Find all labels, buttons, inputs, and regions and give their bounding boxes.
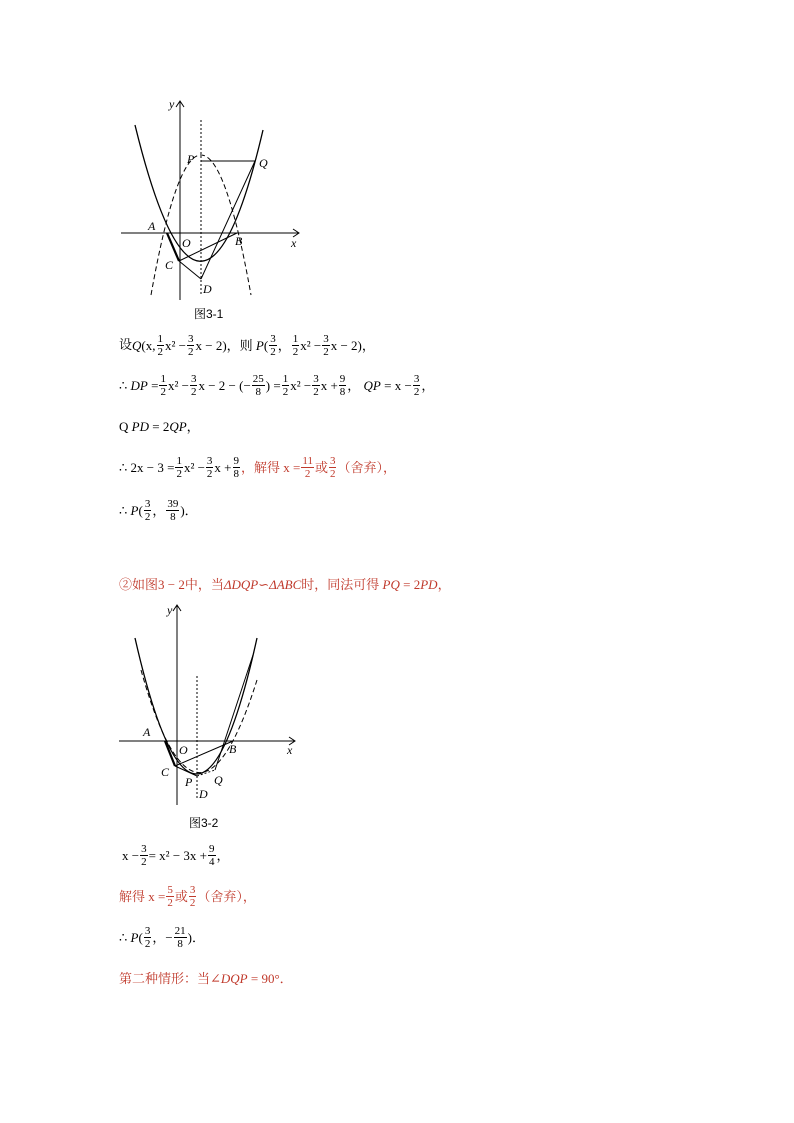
- case-2-heading: ②如图3 − 2中，当 ΔDQP∽ΔABC 时，同法可得 PQ = 2 PD ，: [119, 577, 451, 592]
- segment-qd: [201, 161, 255, 279]
- label-d: D: [203, 282, 212, 296]
- label-p: P: [185, 775, 193, 789]
- solution-line-3: Q PD = 2 QP ，: [119, 419, 200, 434]
- solution-line-1: 设 Q (x, $\frac{1}{2}$ x² − $\frac{3}{2}$ x − 2)，则 P ( $\frac{3}{2}$ ， $\frac{1}{2}$ x² − $\frac{3}{2}$ x − 2)，: [119, 333, 375, 359]
- label-b: B: [229, 742, 237, 756]
- label-o: O: [182, 236, 191, 250]
- label-d: D: [199, 787, 208, 801]
- segment-cd: [179, 261, 201, 279]
- label-x: x: [291, 236, 297, 250]
- label-b: B: [235, 234, 243, 248]
- figure-3-1: [115, 95, 305, 305]
- label-a: A: [148, 219, 156, 233]
- case2-line-3: ∴ P ( $\frac{3}{2}$ ，− $\frac{21}{8}$ )．: [119, 925, 206, 951]
- label-q: Q: [259, 156, 268, 170]
- figure-caption-1: 图3-1: [194, 307, 224, 321]
- case2-line-1: x − $\frac{3}{2}$ = x² − 3x + $\frac{9}{4}$ ，: [122, 843, 230, 869]
- figure-3-2: [115, 600, 305, 810]
- parabola: [135, 125, 263, 261]
- label-q: Q: [214, 773, 223, 787]
- figure-3-1-svg: [115, 95, 305, 305]
- label-y: y: [169, 97, 175, 111]
- solution-line-5: ∴ P ( $\frac{3}{2}$ ， $\frac{39}{8}$ )．: [119, 498, 198, 524]
- label-p: P: [187, 152, 195, 166]
- case2-line-4: 第二种情形：当 ∠DQP = 90° ．: [119, 971, 293, 986]
- label-x: x: [287, 743, 293, 757]
- label-c: C: [165, 258, 174, 272]
- label-c: C: [161, 765, 170, 779]
- solution-line-2: ∴ DP = $\frac{1}{2}$ x² − $\frac{3}{2}$ x − 2 − (− $\frac{25}{8}$ ) = $\frac{1}{2}$ x² − $\frac{3}{2}$ x + $\frac{9}{8}$ ， QP = x − $\frac{3}{2}$ ，: [119, 373, 435, 399]
- label-y: y: [167, 603, 173, 617]
- figure-caption-2: 图3-2: [189, 816, 219, 830]
- case2-line-2: 解得 x = $\frac{5}{2}$ 或 $\frac{3}{2}$ （舍弃），: [119, 884, 256, 910]
- label-a: A: [143, 725, 151, 739]
- solution-line-4: ∴ 2x − 3 = $\frac{1}{2}$ x² − $\frac{3}{2}$ x + $\frac{9}{8}$ ，解得 x = $\frac{11}{2}$ 或 $\frac{3}{2}$ （舍弃），: [119, 455, 396, 481]
- figure-3-2-svg: [115, 600, 305, 810]
- parabola: [135, 638, 257, 774]
- label-o: O: [179, 743, 188, 757]
